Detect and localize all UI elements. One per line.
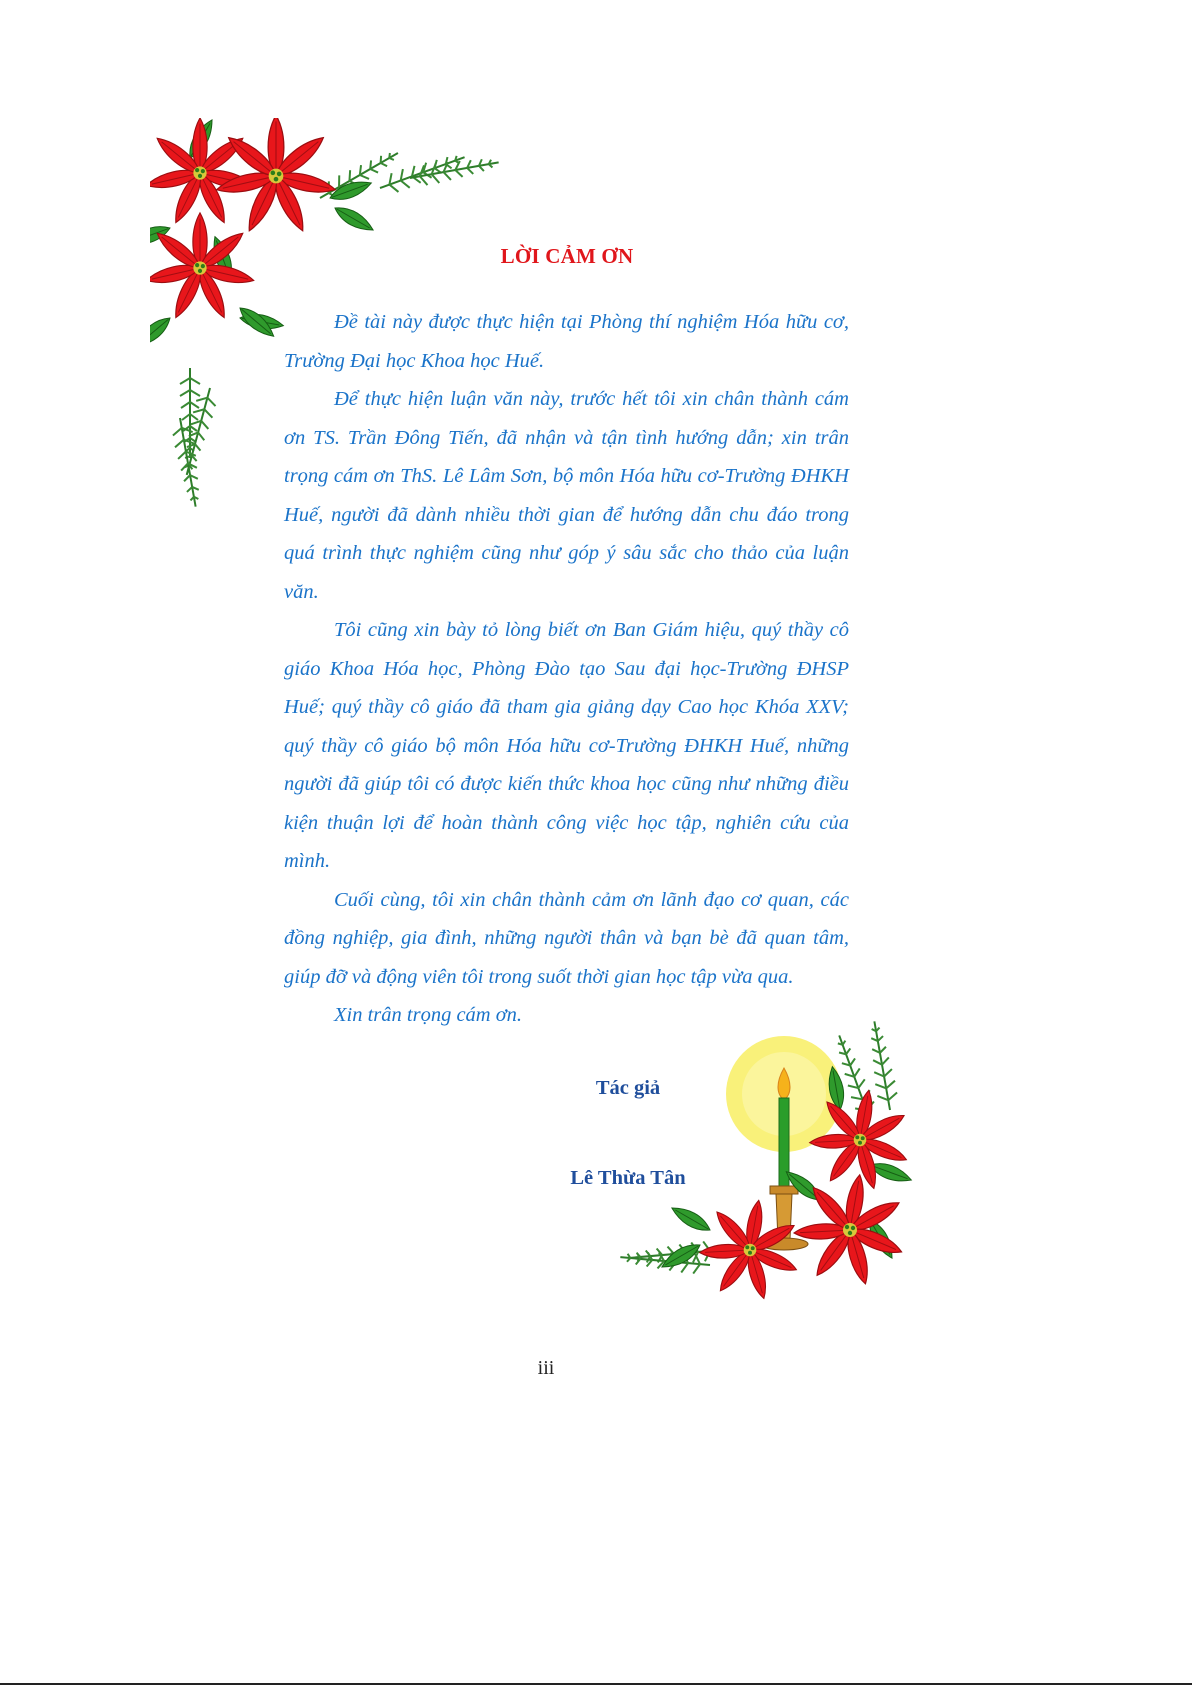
author-label: Tác giả (595, 1077, 661, 1099)
candle-poinsettia-decoration-bottom-right (600, 990, 940, 1330)
paragraph-3: Tôi cũng xin bày tỏ lòng biết ơn Ban Giám hiệu, quý thầy cô giáo Khoa Hóa học, Phòng Đào tạo Sau đại học-Trường ĐHSP Huế; quý thầy cô giáo đã tham gia giảng dạy Cao học Khóa XXV; quý thầy cô giáo bộ môn Hóa hữu cơ-Trường ĐHKH Huế, những người đã giúp tôi có được kiến thức khoa học cũng như những điều kiện thuận lợi để hoàn thành công việc học tập, nghiên cứu của mình. (284, 619, 849, 872)
paragraph-1: Đề tài này được thực hiện tại Phòng thí nghiệm Hóa hữu cơ, Trường Đại học Khoa học Huế. (284, 311, 849, 372)
paragraph-4: Cuối cùng, tôi xin chân thành cảm ơn lãnh đạo cơ quan, các đồng nghiệp, gia đình, những người thân và bạn bè đã quan tâm, giúp đỡ và động viên tôi trong suốt thời gian học tập vừa qua. (284, 888, 849, 988)
acknowledgement-body (284, 303, 849, 1035)
paragraph-2: Để thực hiện luận văn này, trước hết tôi xin chân thành cám ơn TS. Trần Đông Tiến, đã nhận và tận tình hướng dẫn; xin trân trọng cám ơn ThS. Lê Lâm Sơn, bộ môn Hóa hữu cơ-Trường ĐHKH Huế, người đã dành nhiều thời gian để hướng dẫn chu đáo trong quá trình thực nghiệm cũng như góp ý sâu sắc cho thảo của luận văn. (284, 388, 849, 603)
page-title: LỜI CẢM ƠN (500, 244, 634, 268)
page-number: iii (537, 1357, 555, 1379)
author-name: Lê Thừa Tân (570, 1167, 686, 1189)
paragraph-5: Xin trân trọng cám ơn. (334, 1004, 523, 1026)
